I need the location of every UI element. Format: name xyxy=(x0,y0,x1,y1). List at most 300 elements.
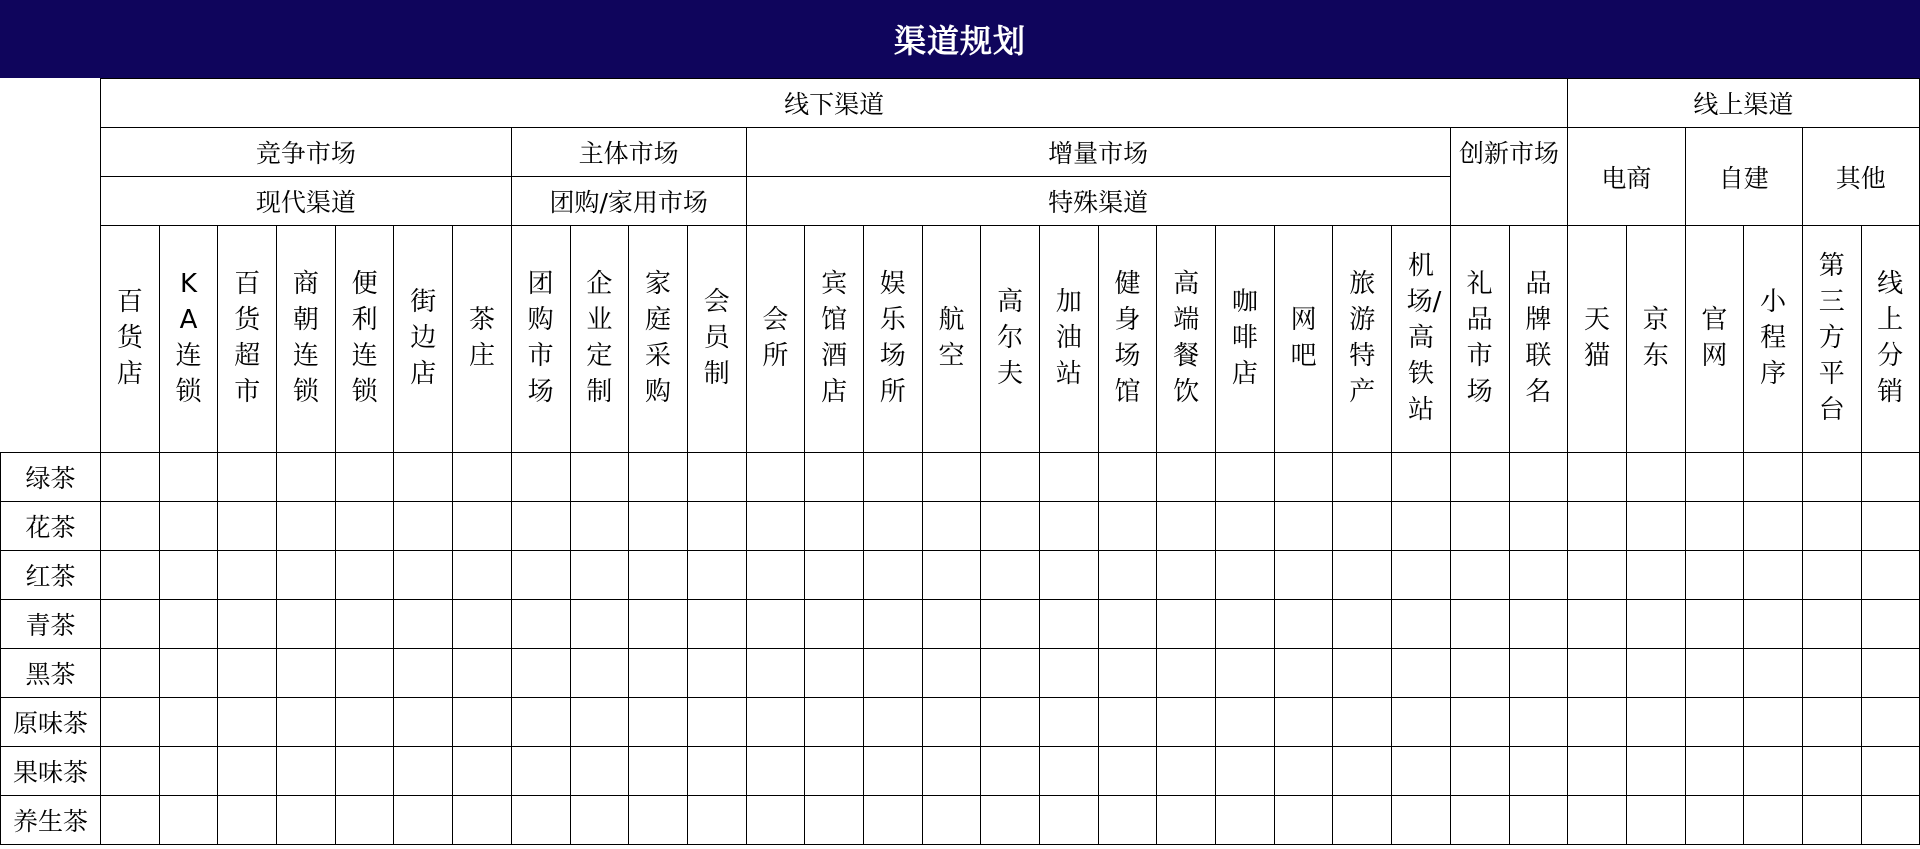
column-header-label: 品牌联名 xyxy=(1525,269,1552,407)
column-header xyxy=(1157,226,1216,453)
table-cell[interactable] xyxy=(159,502,218,551)
table-cell[interactable] xyxy=(1392,747,1451,796)
table-cell[interactable] xyxy=(1626,747,1685,796)
table-cell[interactable] xyxy=(1216,600,1275,649)
table-cell[interactable] xyxy=(394,796,453,845)
table-cell[interactable] xyxy=(453,551,512,600)
column-header xyxy=(922,226,981,453)
table-cell[interactable] xyxy=(1744,747,1803,796)
table-cell[interactable] xyxy=(922,551,981,600)
table-cell[interactable] xyxy=(1157,796,1216,845)
table-cell[interactable] xyxy=(863,747,922,796)
column-header xyxy=(1098,226,1157,453)
table-cell[interactable] xyxy=(863,551,922,600)
column-header xyxy=(1685,226,1744,453)
table-cell[interactable] xyxy=(453,698,512,747)
table-cell[interactable] xyxy=(1802,796,1861,845)
table-cell[interactable] xyxy=(101,796,160,845)
table-cell[interactable] xyxy=(218,649,277,698)
table-cell[interactable] xyxy=(1392,600,1451,649)
table-cell[interactable] xyxy=(1274,796,1333,845)
table-cell[interactable] xyxy=(1744,453,1803,502)
table-cell[interactable] xyxy=(981,551,1040,600)
table-cell[interactable] xyxy=(1626,796,1685,845)
table-cell[interactable] xyxy=(453,453,512,502)
table-cell[interactable] xyxy=(1685,649,1744,698)
table-cell[interactable] xyxy=(1098,796,1157,845)
table-cell[interactable] xyxy=(1802,698,1861,747)
table-cell[interactable] xyxy=(981,600,1040,649)
table-cell[interactable] xyxy=(1274,747,1333,796)
table-cell[interactable] xyxy=(511,698,570,747)
table-cell[interactable] xyxy=(1392,502,1451,551)
table-cell[interactable] xyxy=(570,649,629,698)
table-cell[interactable] xyxy=(1744,551,1803,600)
table-cell[interactable] xyxy=(1040,649,1099,698)
table-cell[interactable] xyxy=(394,747,453,796)
table-cell[interactable] xyxy=(1685,600,1744,649)
table-cell[interactable] xyxy=(981,502,1040,551)
column-header-label: 团购市场 xyxy=(527,269,554,407)
row-label: 原味茶 xyxy=(1,698,101,747)
column-header xyxy=(687,226,746,453)
table-cell[interactable] xyxy=(805,698,864,747)
table-cell[interactable] xyxy=(981,698,1040,747)
channel-modern: 现代渠道 xyxy=(101,177,512,226)
table-cell[interactable] xyxy=(277,453,336,502)
table-cell[interactable] xyxy=(1040,600,1099,649)
table-cell[interactable] xyxy=(629,649,688,698)
column-header-label: KA连锁 xyxy=(175,269,202,407)
table-cell[interactable] xyxy=(277,502,336,551)
column-header-label: 宾馆酒店 xyxy=(821,269,848,407)
table-cell[interactable] xyxy=(1098,502,1157,551)
table-cell[interactable] xyxy=(1216,796,1275,845)
table-cell[interactable] xyxy=(746,502,805,551)
table-cell[interactable] xyxy=(101,698,160,747)
table-cell[interactable] xyxy=(1568,453,1627,502)
table-cell[interactable] xyxy=(511,502,570,551)
table-cell[interactable] xyxy=(1333,747,1392,796)
table-cell[interactable] xyxy=(1802,453,1861,502)
table-cell[interactable] xyxy=(863,600,922,649)
table-cell[interactable] xyxy=(1626,600,1685,649)
table-cell[interactable] xyxy=(1040,698,1099,747)
table-cell[interactable] xyxy=(1216,453,1275,502)
table-cell[interactable] xyxy=(746,600,805,649)
table-cell[interactable] xyxy=(1568,796,1627,845)
page-title: 渠道规划 xyxy=(0,0,1920,78)
table-cell[interactable] xyxy=(1744,796,1803,845)
table-cell[interactable] xyxy=(101,502,160,551)
table-cell[interactable] xyxy=(1744,600,1803,649)
table-cell[interactable] xyxy=(746,796,805,845)
table-cell[interactable] xyxy=(1098,600,1157,649)
table-cell[interactable] xyxy=(629,698,688,747)
table-cell[interactable] xyxy=(687,600,746,649)
table-cell[interactable] xyxy=(218,453,277,502)
table-cell[interactable] xyxy=(511,600,570,649)
table-cell[interactable] xyxy=(687,747,746,796)
column-header-label: 高端餐饮 xyxy=(1173,269,1200,407)
table-cell[interactable] xyxy=(1509,551,1568,600)
table-cell[interactable] xyxy=(1861,747,1919,796)
table-cell[interactable] xyxy=(805,747,864,796)
table-cell[interactable] xyxy=(922,698,981,747)
table-cell[interactable] xyxy=(687,796,746,845)
table-cell[interactable] xyxy=(1568,551,1627,600)
table-cell[interactable] xyxy=(335,600,394,649)
table-cell[interactable] xyxy=(570,698,629,747)
table-cell[interactable] xyxy=(1216,649,1275,698)
column-header xyxy=(981,226,1040,453)
table-cell[interactable] xyxy=(1450,551,1509,600)
table-cell[interactable] xyxy=(1685,453,1744,502)
table-cell[interactable] xyxy=(922,796,981,845)
table-cell[interactable] xyxy=(277,600,336,649)
table-cell[interactable] xyxy=(1274,453,1333,502)
table-cell[interactable] xyxy=(1450,502,1509,551)
table-cell[interactable] xyxy=(453,502,512,551)
column-header-label: 小程序 xyxy=(1760,287,1787,389)
table-cell[interactable] xyxy=(394,600,453,649)
table-cell[interactable] xyxy=(1098,698,1157,747)
table-cell[interactable] xyxy=(805,649,864,698)
table-cell[interactable] xyxy=(511,747,570,796)
table-cell[interactable] xyxy=(1392,551,1451,600)
column-header xyxy=(1392,226,1451,453)
table-cell[interactable] xyxy=(1626,698,1685,747)
column-header xyxy=(511,226,570,453)
table-cell[interactable] xyxy=(159,747,218,796)
table-cell[interactable] xyxy=(1450,747,1509,796)
table-cell[interactable] xyxy=(746,551,805,600)
table-cell[interactable] xyxy=(1450,600,1509,649)
table-cell[interactable] xyxy=(805,600,864,649)
table-row xyxy=(1,453,1920,502)
table-cell[interactable] xyxy=(1157,747,1216,796)
table-cell[interactable] xyxy=(1744,649,1803,698)
table-cell[interactable] xyxy=(805,796,864,845)
table-cell[interactable] xyxy=(629,502,688,551)
table-cell[interactable] xyxy=(570,453,629,502)
table-cell[interactable] xyxy=(687,698,746,747)
table-cell[interactable] xyxy=(1450,698,1509,747)
table-cell[interactable] xyxy=(1098,649,1157,698)
table-cell[interactable] xyxy=(1450,453,1509,502)
table-cell[interactable] xyxy=(1685,502,1744,551)
table-cell[interactable] xyxy=(570,551,629,600)
table-cell[interactable] xyxy=(1098,747,1157,796)
table-cell[interactable] xyxy=(394,502,453,551)
column-header xyxy=(805,226,864,453)
table-cell[interactable] xyxy=(1216,698,1275,747)
table-cell[interactable] xyxy=(1216,502,1275,551)
online-others: 其他 xyxy=(1802,128,1919,226)
table-cell[interactable] xyxy=(1333,551,1392,600)
table-cell[interactable] xyxy=(1157,502,1216,551)
table-cell[interactable] xyxy=(1509,600,1568,649)
column-header-label: 礼品市场 xyxy=(1466,269,1493,407)
table-cell[interactable] xyxy=(453,649,512,698)
corner-cell xyxy=(1,79,101,453)
table-cell[interactable] xyxy=(1040,453,1099,502)
table-cell[interactable] xyxy=(1568,649,1627,698)
table-cell[interactable] xyxy=(1685,747,1744,796)
column-header-label: 咖啡店 xyxy=(1231,287,1258,389)
table-cell[interactable] xyxy=(1157,698,1216,747)
table-cell[interactable] xyxy=(570,600,629,649)
table-cell[interactable] xyxy=(1216,551,1275,600)
table-cell[interactable] xyxy=(1333,796,1392,845)
table-cell[interactable] xyxy=(277,551,336,600)
channel-special: 特殊渠道 xyxy=(746,177,1450,226)
table-cell[interactable] xyxy=(511,796,570,845)
column-header-label: 娱乐场所 xyxy=(879,269,906,407)
table-cell[interactable] xyxy=(218,698,277,747)
column-header-label: 百货店 xyxy=(116,287,143,389)
table-cell[interactable] xyxy=(1392,649,1451,698)
table-cell[interactable] xyxy=(1744,698,1803,747)
column-header xyxy=(570,226,629,453)
table-cell[interactable] xyxy=(1392,698,1451,747)
table-cell[interactable] xyxy=(1509,698,1568,747)
table-cell[interactable] xyxy=(981,453,1040,502)
table-cell[interactable] xyxy=(981,747,1040,796)
table-cell[interactable] xyxy=(1509,502,1568,551)
table-cell[interactable] xyxy=(922,453,981,502)
column-header xyxy=(1568,226,1627,453)
table-cell[interactable] xyxy=(1157,649,1216,698)
table-cell[interactable] xyxy=(1040,747,1099,796)
table-cell[interactable] xyxy=(1216,747,1275,796)
table-cell[interactable] xyxy=(1568,502,1627,551)
table-cell[interactable] xyxy=(1040,502,1099,551)
table-cell[interactable] xyxy=(746,747,805,796)
table-cell[interactable] xyxy=(218,600,277,649)
table-cell[interactable] xyxy=(1568,747,1627,796)
table-cell[interactable] xyxy=(1861,551,1919,600)
table-cell[interactable] xyxy=(922,747,981,796)
table-cell[interactable] xyxy=(570,747,629,796)
table-cell[interactable] xyxy=(687,551,746,600)
table-cell[interactable] xyxy=(218,502,277,551)
table-cell[interactable] xyxy=(922,600,981,649)
table-cell[interactable] xyxy=(277,698,336,747)
column-header-label: 线上分销 xyxy=(1877,269,1904,407)
table-cell[interactable] xyxy=(922,649,981,698)
column-header xyxy=(863,226,922,453)
table-cell[interactable] xyxy=(1626,551,1685,600)
table-cell[interactable] xyxy=(1861,600,1919,649)
market-incremental: 增量市场 xyxy=(746,128,1450,177)
table-cell[interactable] xyxy=(1157,453,1216,502)
table-cell[interactable] xyxy=(1685,698,1744,747)
table-cell[interactable] xyxy=(453,796,512,845)
table-cell[interactable] xyxy=(1802,649,1861,698)
table-cell[interactable] xyxy=(1450,649,1509,698)
table-cell[interactable] xyxy=(1274,698,1333,747)
table-cell[interactable] xyxy=(101,453,160,502)
table-cell[interactable] xyxy=(335,747,394,796)
table-cell[interactable] xyxy=(277,747,336,796)
table-cell[interactable] xyxy=(101,649,160,698)
table-cell[interactable] xyxy=(335,551,394,600)
table-cell[interactable] xyxy=(1568,600,1627,649)
table-cell[interactable] xyxy=(1861,698,1919,747)
table-cell[interactable] xyxy=(1802,747,1861,796)
table-cell[interactable] xyxy=(629,796,688,845)
table-cell[interactable] xyxy=(159,600,218,649)
table-cell[interactable] xyxy=(687,649,746,698)
table-cell[interactable] xyxy=(1626,453,1685,502)
table-cell[interactable] xyxy=(863,502,922,551)
table-cell[interactable] xyxy=(394,453,453,502)
table-cell[interactable] xyxy=(1626,502,1685,551)
column-header xyxy=(1450,226,1509,453)
market-competitive: 竞争市场 xyxy=(101,128,512,177)
table-cell[interactable] xyxy=(1685,551,1744,600)
table-cell[interactable] xyxy=(511,649,570,698)
table-cell[interactable] xyxy=(863,649,922,698)
table-cell[interactable] xyxy=(805,551,864,600)
table-cell[interactable] xyxy=(1861,649,1919,698)
table-cell[interactable] xyxy=(1744,502,1803,551)
table-cell[interactable] xyxy=(981,796,1040,845)
table-cell[interactable] xyxy=(746,698,805,747)
table-cell[interactable] xyxy=(1626,649,1685,698)
table-cell[interactable] xyxy=(687,453,746,502)
table-cell[interactable] xyxy=(511,551,570,600)
column-header-label: 会所 xyxy=(762,305,789,371)
online-ecommerce: 电商 xyxy=(1568,128,1685,226)
table-cell[interactable] xyxy=(1802,551,1861,600)
table-cell[interactable] xyxy=(453,747,512,796)
table-cell[interactable] xyxy=(1685,796,1744,845)
table-cell[interactable] xyxy=(570,502,629,551)
table-cell[interactable] xyxy=(335,502,394,551)
table-cell[interactable] xyxy=(1392,453,1451,502)
table-cell[interactable] xyxy=(511,453,570,502)
table-cell[interactable] xyxy=(101,600,160,649)
table-cell[interactable] xyxy=(1157,551,1216,600)
table-cell[interactable] xyxy=(218,551,277,600)
table-cell[interactable] xyxy=(159,453,218,502)
table-cell[interactable] xyxy=(394,698,453,747)
table-cell[interactable] xyxy=(805,453,864,502)
column-header xyxy=(1509,226,1568,453)
table-cell[interactable] xyxy=(687,502,746,551)
column-header xyxy=(394,226,453,453)
table-cell[interactable] xyxy=(1098,453,1157,502)
column-header xyxy=(101,226,160,453)
table-cell[interactable] xyxy=(335,649,394,698)
column-header-label: 第三方平台 xyxy=(1818,251,1845,425)
table-cell[interactable] xyxy=(335,453,394,502)
table-cell[interactable] xyxy=(805,502,864,551)
column-header xyxy=(1333,226,1392,453)
table-cell[interactable] xyxy=(159,551,218,600)
table-cell[interactable] xyxy=(394,649,453,698)
column-header xyxy=(1216,226,1275,453)
table-cell[interactable] xyxy=(863,698,922,747)
table-cell[interactable] xyxy=(453,600,512,649)
table-cell[interactable] xyxy=(1509,453,1568,502)
channel-innovation-blank xyxy=(1450,177,1567,226)
table-cell[interactable] xyxy=(1333,502,1392,551)
table-cell[interactable] xyxy=(1802,502,1861,551)
table-cell[interactable] xyxy=(1098,551,1157,600)
table-cell[interactable] xyxy=(1274,551,1333,600)
table-cell[interactable] xyxy=(1509,747,1568,796)
table-cell[interactable] xyxy=(922,502,981,551)
table-cell[interactable] xyxy=(629,747,688,796)
table-cell[interactable] xyxy=(1274,600,1333,649)
table-cell[interactable] xyxy=(277,796,336,845)
table-cell[interactable] xyxy=(1802,600,1861,649)
table-cell[interactable] xyxy=(1509,649,1568,698)
table-cell[interactable] xyxy=(629,600,688,649)
table-cell[interactable] xyxy=(1861,502,1919,551)
table-cell[interactable] xyxy=(1509,796,1568,845)
table-cell[interactable] xyxy=(570,796,629,845)
table-cell[interactable] xyxy=(1040,551,1099,600)
column-header-label: 茶庄 xyxy=(468,305,495,371)
table-cell[interactable] xyxy=(1040,796,1099,845)
column-header xyxy=(1744,226,1803,453)
table-cell[interactable] xyxy=(1333,600,1392,649)
table-cell[interactable] xyxy=(1333,453,1392,502)
table-cell[interactable] xyxy=(1333,698,1392,747)
table-cell[interactable] xyxy=(629,551,688,600)
table-cell[interactable] xyxy=(335,796,394,845)
table-cell[interactable] xyxy=(159,649,218,698)
table-cell[interactable] xyxy=(335,698,394,747)
table-cell[interactable] xyxy=(218,796,277,845)
table-cell[interactable] xyxy=(1274,649,1333,698)
table-cell[interactable] xyxy=(1274,502,1333,551)
row-label: 绿茶 xyxy=(1,453,101,502)
table-cell[interactable] xyxy=(394,551,453,600)
table-cell[interactable] xyxy=(629,453,688,502)
table-cell[interactable] xyxy=(1333,649,1392,698)
table-cell[interactable] xyxy=(1392,796,1451,845)
table-cell[interactable] xyxy=(159,698,218,747)
table-cell[interactable] xyxy=(981,649,1040,698)
table-cell[interactable] xyxy=(159,796,218,845)
row-label: 青茶 xyxy=(1,600,101,649)
table-cell[interactable] xyxy=(1861,453,1919,502)
column-header xyxy=(746,226,805,453)
table-cell[interactable] xyxy=(746,649,805,698)
table-cell[interactable] xyxy=(218,747,277,796)
table-cell[interactable] xyxy=(863,453,922,502)
column-header-label: 企业定制 xyxy=(586,269,613,407)
table-cell[interactable] xyxy=(1450,796,1509,845)
table-cell[interactable] xyxy=(746,453,805,502)
table-cell[interactable] xyxy=(1568,698,1627,747)
table-cell[interactable] xyxy=(1861,796,1919,845)
table-cell[interactable] xyxy=(863,796,922,845)
table-cell[interactable] xyxy=(277,649,336,698)
column-header xyxy=(218,226,277,453)
column-header-label: 机场/高铁站 xyxy=(1406,251,1442,425)
column-header xyxy=(1802,226,1861,453)
column-header-label: 官网 xyxy=(1701,305,1728,371)
table-cell[interactable] xyxy=(101,551,160,600)
table-cell[interactable] xyxy=(101,747,160,796)
table-cell[interactable] xyxy=(1157,600,1216,649)
